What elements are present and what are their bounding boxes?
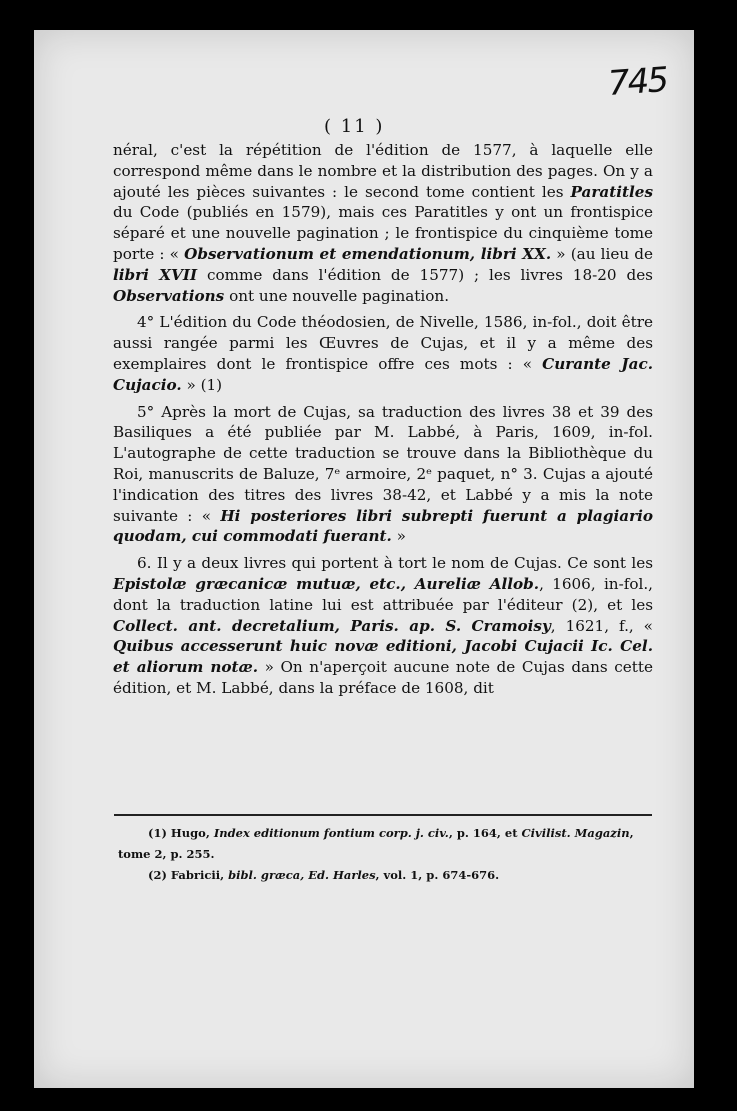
text-run: , 1606, in-fol., dont la traduction latine lui est attribuée par l'éditeur (2), et les [113,574,654,614]
text-run: , 1621, f., « [550,616,653,635]
text-run: , vol. 1, p. 674-676. [375,868,500,882]
italic-text: Curante Jac. Cujacio. [113,354,653,394]
italic-text: Observations [113,286,225,305]
italic-text: Index editionum fontium corp. j. civ. [213,826,449,840]
text-run: » (1) [181,375,223,394]
text-run: » On n'aperçoit aucune note de Cujas dans cette édition, et M. Labbé, dans la préface de 1608, dit [113,658,653,697]
text-run: 4° L'édition du Code théodosien, de Nivelle, 1586, in-fol., doit être aussi rangée parmi les Œuvres de Cujas, et il y a même des exemplaires dont le frontispice offre ces mots : « [113,313,653,373]
main-text [113,140,653,705]
italic-text: Paratitles [570,182,653,201]
italic-text: bibl. græca, Ed. Harles [228,868,376,882]
footnote [118,865,658,886]
text-run: 5° Après la mort de Cujas, sa traduction des livres 38 et 39 des Basiliques a été publiée par M. Labbé, à Paris, 1609, in-fol. L'autographe de cette traduction se trouve dans la Bibliothèque du Roi, manuscrits de Baluze, 7ᵉ armoire, 2ᵉ paquet, n° 3. Cujas a ajouté l'indication des titres des livres 38-42, et Labbé y a mis la note suivante : « [113,402,653,525]
page-number: ( 11 ) [324,116,385,137]
italic-text: Epistolæ græcanicæ mutuæ, etc., Aureliæ Allob. [113,574,540,593]
text-run: du Code (publiés en 1579), mais ces Paratitles y ont un frontispice séparé et une nouvelle pagination ; le frontispice du cinquième tome porte : « [113,203,653,263]
document-page [34,30,694,1088]
text-run: ont une nouvelle pagination. [224,286,450,305]
text-run: , tome 2, p. 255. [118,826,634,861]
text-run: comme dans l'édition de 1577) ; les livres 18-20 des [197,265,653,284]
text-run: (2) Fabricii, [148,868,229,882]
text-run: » [391,527,406,546]
text-run: » (au lieu de [551,244,653,263]
footnotes [118,823,658,886]
text-run: , p. 164, et [448,826,522,840]
handwritten-number: 745 [606,59,669,105]
paragraph [113,140,653,306]
footnote-rule [114,814,652,816]
italic-text: Civilist. Magazin [521,826,630,840]
footnote [118,823,658,865]
paragraph [113,312,653,395]
text-run: néral, c'est la répétition de l'édition de 1577, à laquelle elle correspond même dans le nombre et la distribution des pages. On y a ajouté les pièces suivantes : le second tome contient les [113,141,653,201]
text-run: (1) Hugo, [148,826,214,840]
paragraph [113,553,653,699]
italic-text: Hi posteriores libri subrepti fuerunt a plagiario quodam, cui commodati fuerant. [113,506,653,546]
italic-text: Collect. ant. decretalium, Paris. ap. S. Cramoisy [113,616,551,635]
text-run: 6. Il y a deux livres qui portent à tort le nom de Cujas. Ce sont les [137,554,653,573]
italic-text: Observationum et emendationum, libri XX. [184,244,552,263]
italic-text: libri XVII [113,265,198,284]
paragraph [113,402,653,548]
italic-text: Quibus accesserunt huic novæ editioni, Jacobi Cujacii Ic. Cel. et aliorum notæ. [113,637,653,677]
